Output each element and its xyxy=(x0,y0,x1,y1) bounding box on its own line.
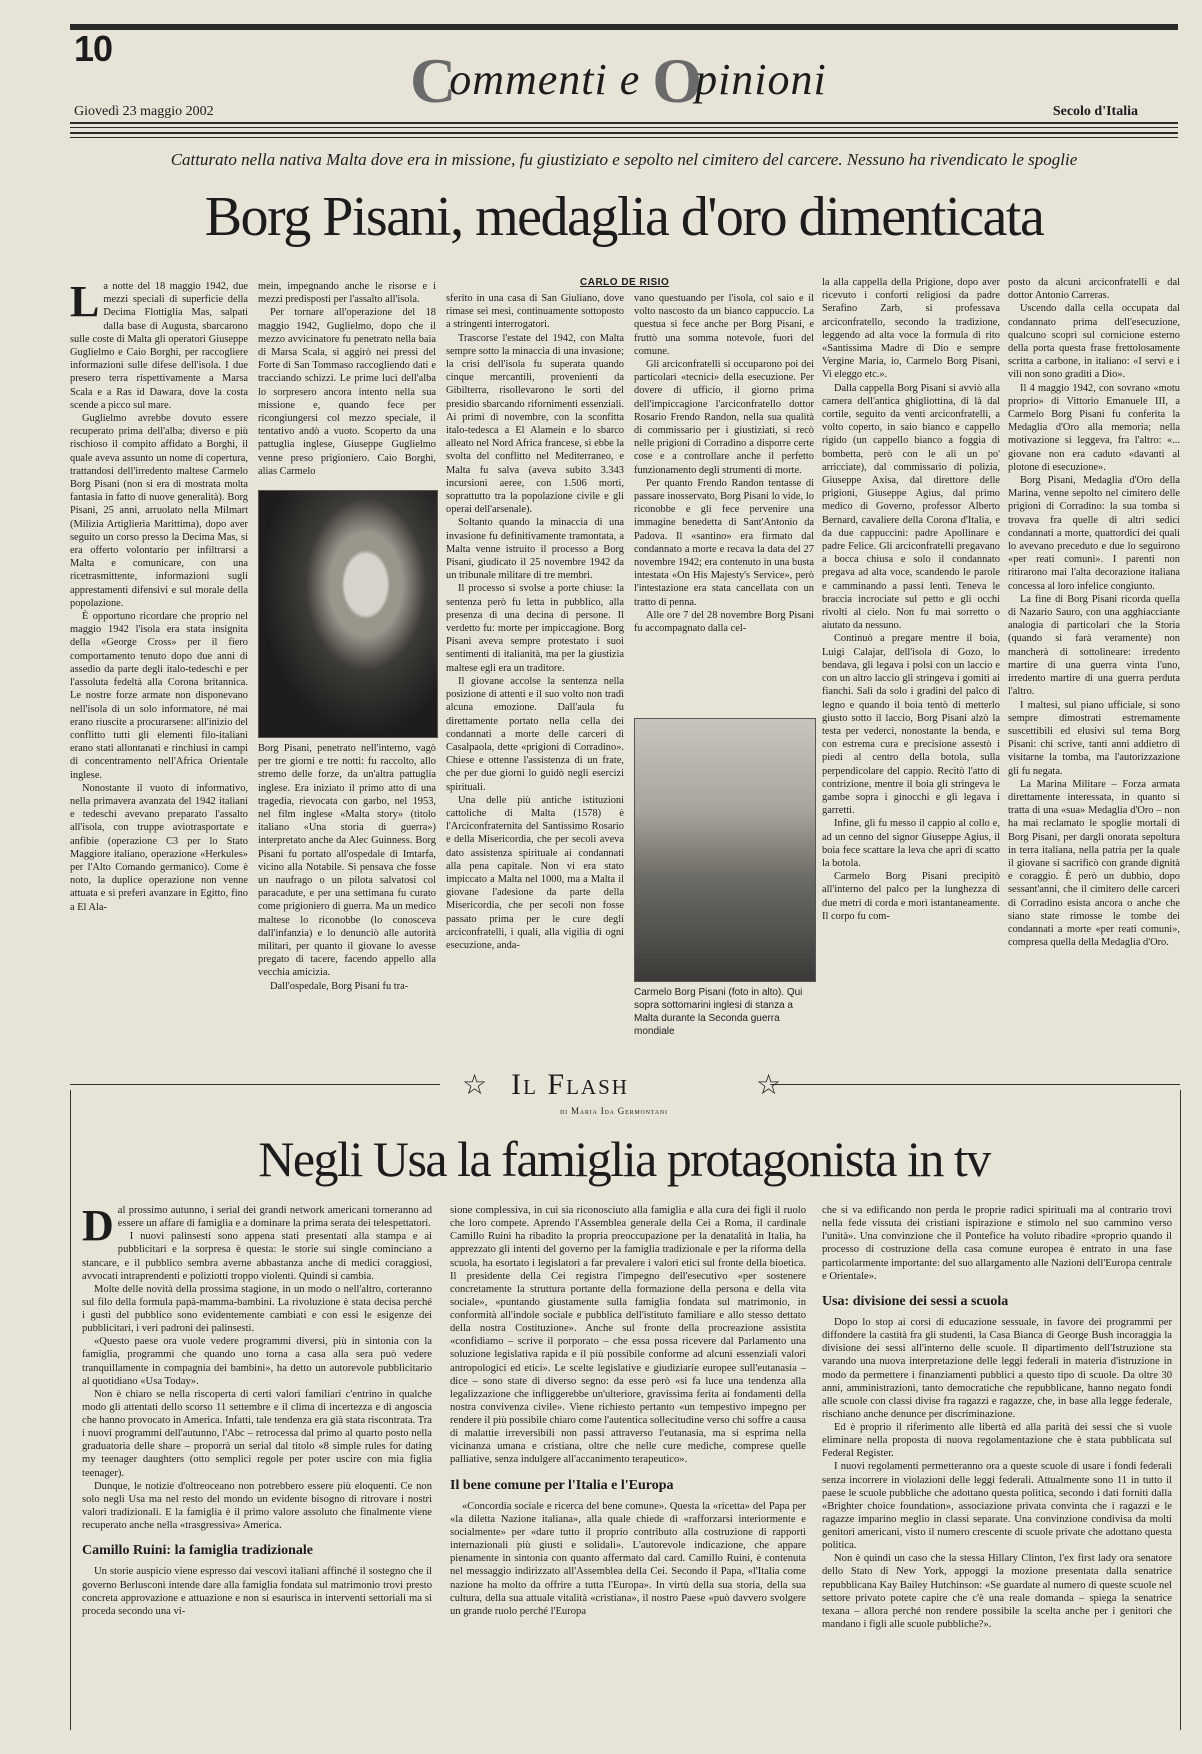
paragraph: Dopo lo stop ai corsi di educazione sessuale, in favore dei programmi per diffondere la castità fra gli studenti, la Casa Bianca di George Bush incoraggia la divisione dei sessi all'interno delle scuole. Il dipartimento dell'Istruzione sta varando una nuova interpretazione delle leggi federali in materia d'istruzione in modo da permettere i finanziamenti pubblici a questo tipo di scuole. Da oltre 30 anni, amministrazioni, tanto democratiche che repubblicane, hanno negato fondi alle scuole con classi divise fra ragazzi e ragazze, che, in base alla legge federale, rischiano anche denunce per discriminazione. xyxy=(822,1317,1172,1420)
paragraph: Ed è proprio il riferimento alle libertà ed alla parità dei sessi che si vuole eliminare nella proposta di nuova regolamentazione che è stata pubblicata sul Federal Register. xyxy=(822,1422,1172,1460)
paragraph: La fine di Borg Pisani ricorda quella di Nazario Sauro, con una agghiacciante analogia di particolari che la Storia (quando si farà veramente) non mancherà di sottolineare: irredento martire di una guerra vinta l'uno, irredento martire di una guerra perduta l'altro. xyxy=(1008,593,1180,698)
drop-cap: L xyxy=(70,280,100,326)
flash-column-1 xyxy=(82,1204,432,1739)
section-title-cap-2: O xyxy=(652,45,704,116)
flash-column-2 xyxy=(450,1204,806,1739)
paragraph: Dal prossimo autunno, i serial dei grandi network americani torneranno ad essere un affare di famiglia e a dominare la prima serata dei telespettatori. xyxy=(82,1204,432,1250)
article-column-1 xyxy=(70,280,248,1070)
article-headline: Borg Pisani, medaglia d'oro dimenticata xyxy=(204,186,1044,248)
paragraph: Nonostante il vuoto di informativo, nella primavera avanzata del 1942 italiani e tedeschi avevano preparato l'assalto all'isola, con truppe aviotrasportate e anfibie (operazione C3 per lo Stato Maggiore italiano, operazione «Herkules» per l'Alto Comando germanico). Come è noto, la duplice operazione non venne attuata e si preferì avanzare in Egitto, fino a El Ala- xyxy=(70,782,248,913)
paragraph: Dalla cappella Borg Pisani si avviò alla camera dell'antica ghigliottina, di là dal cortile, seguito da venti arciconfratelli, a volto coperto, in saio bianco e cappello rigido (un cappello bianco a foggia di bombetta, però con le ali un po' arricciate), dal commissario di polizia, Giuseppe Axisa, dal direttore delle prigioni, Giuseppe Agius, dal primo medico di Governo, professor Alberto Bernard, cavaliere della Corona d'Italia, e da due cappuccini: padre Apollinare e padre Felice. Gli arciconfratelli pregavano a bocca chiusa e solo il condannato pregava ad alta voce, scandendo le parole e camminando a passi lenti. Teneva le braccia incrociate sul petto e gli occhi rivolti al cielo. Non fu mai sorretto o aiutato da nessuno. xyxy=(822,382,1000,632)
issue-date: Giovedì 23 maggio 2002 xyxy=(74,104,214,119)
top-rule xyxy=(70,24,1178,30)
flash-author: di Maria Ida Germontani xyxy=(560,1106,668,1116)
paragraph: posto da alcuni arciconfratelli e dal dottor Antonio Carreras. xyxy=(1008,277,1180,302)
paragraph: Per quanto Frendo Randon tentasse di passare inosservato, Borg Pisani lo vide, lo riconobbe e gli fece pervenire una immagine benedetta di Sant'Antonio da Padova. Il «santino» era firmato dal condannato a morte e recava la data del 27 novembre 1942; era contenuto in una busta intestata «On His Majesty's Service», però l'intestazione era stata cancellata con un tratto di penna. xyxy=(634,477,814,608)
paragraph: Borg Pisani, Medaglia d'Oro della Marina, venne sepolto nel cimitero delle prigioni di Corradino: la sua tomba si trovava fra quelle di altri sedici condannati a morte, quattordici dei quali lo avevano preceduto e due lo seguirono «per reati comuni». I parenti non ritirarono mai l'alta decorazione italiana concessa al loro infelice congiunto. xyxy=(1008,475,1180,592)
paragraph: sferito in una casa di San Giuliano, dove rimase sei mesi, continuamente sottoposto a stringenti interrogatori. xyxy=(446,293,624,331)
paragraph: Infine, gli fu messo il cappio al collo e, ad un cenno del signor Giuseppe Agius, il boia fece scattare la leva che aprì di scatto la botola. xyxy=(822,818,1000,869)
paragraph: La Marina Militare – Forza armata direttamente interessata, in quanto si tratta di una «sua» Medaglia d'Oro – non ha mai reclamato le spoglie mortali di Borg Pisani, per darglì onorata sepoltura in terra italiana, nella patria per la quale il giovane si sacrificò con grande dignità e coraggio. È però un dubbio, dopo sessant'anni, che il cimitero delle carceri di Corradino esista ancora o anche che siano state rimosse le tombe dei condannati a morte «per reati comuni», compresa quella della Medaglia d'Oro. xyxy=(1008,778,1180,949)
portrait-photo xyxy=(258,490,438,738)
paragraph: la alla cappella della Prigione, dopo aver ricevuto i conforti religiosi da padre Serafino Zarb, si professava arciconfratello, secondo la tradizione, leggendo ad alta voce la formula di rito «Santissima Madre di Dio e sempre Vergine Maria, io, Carmelo Borg Pisani, Vi eleggo etc.». xyxy=(822,277,1000,381)
paragraph: Continuò a pregare mentre il boia, Luigi Calajar, dell'isola di Gozo, lo bendava, gli legava i polsi con un laccio e con un altro laccio gli stringeva i gomiti ai fianchi. Salì da solo i gradini del palco di legno e quando il boia tentò di metterlo giusto sotto il laccio, Borg Pisani alzò la testa per vederci, nonostante la benda, e con estrema cura e precisione assestò i piedi al centro della botola, sulla perpendicolare del cappio. Recitò l'atto di contrizione, mentre il boia gli stringeva le gambe sopra i ginocchi e gli legava i garretti. xyxy=(822,633,1000,817)
flash-rule-right xyxy=(770,1084,1180,1085)
submarines-photo xyxy=(634,718,816,982)
flash-title: Il Flash xyxy=(511,1068,629,1101)
paragraph: Una delle più antiche istituzioni cattoliche di Malta (1578) è l'Arciconfraternita del Santissimo Rosario e della Misericordia, che per secoli aveva dato assistenza spirituale ai condannati alla pena capitale. Non vi era stato impiccato a Malta nel 1000, ma a Malta il giovane l'adesione da parte della Misericordia, che per secoli non fosse passato prima per le cure degli arciconfratelli, i quali, alla vigilia di ogni esecuzione, anda- xyxy=(446,794,624,951)
paragraph: Dall'ospedale, Borg Pisani fu tra- xyxy=(270,980,409,992)
drop-cap: D xyxy=(82,1204,114,1250)
photo-caption: Carmelo Borg Pisani (foto in alto). Qui sopra sottomarini inglesi di stanza a Malta durante la Seconda guerra mondiale xyxy=(634,987,803,1037)
article-column-2-top xyxy=(258,280,436,485)
paragraph: La notte del 18 maggio 1942, due mezzi speciali di superficie della Decima Flottiglia Mas, salpati dalla base di Augusta, sbarcarono sulle coste di Malta gli operatori Giuseppe Guglielmo e Caio Borghi, per raccogliere informazioni sulle difese dell'isola. I due presero terra rispettivamente a Marsa Scala e a Ras id Dawara, dove la costa scende a picco sul mare. xyxy=(70,280,248,411)
star-icon: ☆ xyxy=(756,1070,782,1101)
paragraph: «Questo paese ora vuole vedere programmi diversi, più in sintonia con la famiglia, programmi che quando uno torna a casa alla sera può vedere tranquillamente in compagnia dei bambini», ha detto un autorevole pubblicitario al quotidiano «Usa Today». xyxy=(82,1336,432,1387)
paragraph: Guglielmo avrebbe dovuto essere recuperato prima dell'alba; diverso e più rischioso il compito affidato a Borghi, il quale aveva assunto un nome di copertura, trattandosi dell'irredento maltese Carmelo Borg Pisani (non si era di mostrata molta fantasia in fatto di nuove generalità). Borg Pisani, 25 anni, arruolato nella Milmart (Milizia Artiglieria Marittima), dopo aver seguito un corso presso la Decima Mas, si era offerto volontario per infiltrarsi a Malta e comunicare, con una ricetrasmittente, informazioni sugli apprestamenti difensivi e sul morale della popolazione. xyxy=(70,413,248,609)
paragraph: Trascorse l'estate del 1942, con Malta sempre sotto la minaccia di una invasione; la crisi dell'isola fu superata quando cinque mercantili, provenienti da Gibilterra, risollevarono le sorti del presidio sbarcando rifornimenti essenziali. Ai primi di novembre, con la sconfitta italo-tedesca a El Alamein e lo sbarco alleato nel Nord Africa francese, si ebbe la svolta del conflitto nel Mediterraneo, e Malta fu salva (aveva subito 3.343 incursioni aeree, con 1.506 morti, soprattutto tra la popolazione civile e gli operai dell'arsenale). xyxy=(446,332,624,516)
paragraph: Per tornare all'operazione del 18 maggio 1942, Guglielmo, dopo che il mezzo avvicinatore fu penetrato nella baia di Marsa Scala, si aggirò nei pressi del Forte di San Tommaso raccogliendo dati e tracciando schizzi. Le prime luci dell'alba lo sorpresero ancora intento nella sua missione e, quando fece per ricongiungersi col mezzo speciale, il tentativo andò a vuoto. Scoperto da una pattuglia inglese, Giuseppe Guglielmo venne preso prigioniero. Caio Borghi, alias Carmelo xyxy=(258,307,436,477)
paragraph: Il 4 maggio 1942, con sovrano «motu proprio» di Vittorio Emanuele III, a Carmelo Borg Pisani fu conferita la Medaglia d'Oro alla memoria; nella motivazione si leggeva, fra l'altro: «... giovane non era caduto «davanti al plotone di esecuzione». xyxy=(1008,382,1180,473)
byline: CARLO DE RISIO xyxy=(580,277,670,288)
star-icon: ☆ xyxy=(462,1070,488,1101)
article-column-3 xyxy=(446,292,624,1070)
section-title-part-2: pinioni xyxy=(695,55,827,104)
paragraph: Il processo si svolse a porte chiuse: la sentenza però fu letta in pubblico, alla presenza di una decina di persone. Il verdetto fu: morte per impiccagione. Borg Pisani aveva sempre protestato i suoi sentimenti di italianità, ma per la giustizia maltese egli era un traditore. xyxy=(446,583,624,674)
header-rule xyxy=(70,122,1178,128)
flash-border-right xyxy=(1180,1090,1181,1730)
section-title-part-1: ommenti e xyxy=(449,55,653,104)
article-column-5 xyxy=(822,276,1000,1070)
article-column-2-bottom xyxy=(258,742,436,1070)
flash-headline: Negli Usa la famiglia protagonista in tv xyxy=(258,1131,990,1187)
article-column-6 xyxy=(1008,276,1180,1070)
paragraph: Soltanto quando la minaccia di una invasione fu definitivamente tramontata, a Malta venne istruito il processo a Borg Pisani, giudicato il 25 novembre 1942 da un tribunale militare di tre membri. xyxy=(446,517,624,582)
subheading: Usa: divisione dei sessi a scuola xyxy=(822,1293,1009,1309)
paragraph: Gli arciconfratelli si occuparono poi dei particolari «tecnici» della esecuzione. Per dovere di ufficio, il giorno prima dell'impiccagione l'arciconfratello dottor Rosario Frendo Randon, nella sua qualità di commissario per i giustiziati, si recò nelle prigioni di Corradino a disporre certe cose e a controllare anche il perfetto funzionamento degli strumenti di morte. xyxy=(634,359,814,476)
paragraph: Borg Pisani, penetrato nell'interno, vagò per tre giorni e tre notti: fu raccolto, allo stremo delle forze, da un'altra pattuglia inglese. Era iniziato il primo atto di una tragedia, rievocata con garbo, nel 1953, nel film inglese «Malta story» (titolo italiano «Una storia di guerra») interpretato anche da Alec Guinness. Borg Pisani fu portato all'ospedale di Imtarfa, vicino alla Notabile. Si pensava che fosse un naufrago o un pilota salvatosi col paracadute, e per una settimana fu curato come prigioniero di guerra. Ma un medico maltese lo riconobbe (lo conosceva dall'infanzia) e lo denunciò alle autorità militari, per quanto il giovane lo avesse pregato di tacere, facendo appello alla vecchia amicizia. xyxy=(258,743,436,979)
page-number: 10 xyxy=(74,28,113,69)
header-rule-2 xyxy=(70,132,1178,138)
paper-name: Secolo d'Italia xyxy=(1052,104,1138,119)
paragraph: Non è quindi un caso che la stessa Hillary Clinton, l'ex first lady ora senatore dello Stato di New York, appoggi la mozione presentata dalla senatrice repubblicana Kay Bailey Hutchinson: «Se guardate al numero di queste scuole nel settore privato potete capire che c'è una reale domanda – spiega la senatrice texana – allora perché non rendere possibile la scelta anche per i genitori che mandano i figli alle scuole pubbliche?». xyxy=(822,1553,1172,1630)
article-kicker: Catturato nella nativa Malta dove era in missione, fu giustiziato e sepolto nel cimitero del carcere. Nessuno ha rivendicato le spoglie xyxy=(170,150,1078,169)
paragraph: Un storie auspicio viene espresso dai vescovi italiani affinché il sostegno che il governo Berlusconi intende dare alla famiglia fondata sul matrimonio trovi presto concreta approvazione e attuazione e non si esaurisca in interventi settoriali ma si proceda secondo una vi- xyxy=(82,1566,432,1617)
section-title xyxy=(410,44,827,118)
paragraph: sione complessiva, in cui sia riconosciuto alla famiglia e alla cura dei figli il ruolo che loro compete. Aprendo l'Assemblea generale della Cei a Roma, il cardinale Camillo Ruini ha ribadito la propria preoccupazione per la denatalità in Italia, ha apprezzato gli intenti del governo per la famiglia tradizionale e per la riforma della scuola, ha esortato i legislatori a far prevalere i valori etici sul fronte della bioetica. Il presidente della Cei registra l'impegno dell'esecutivo «per sostenere concretamente la struttura portante della formazione della persona e della vita sociale», «puntando giustamente sulla famiglia fondata sul matrimonio, in conformità all'indole sociale e pubblica dell'istituto familiare e allo stesso dettato della nostra Costituzione». Anche sul fronte della procreazione assistita «confidiamo – scrive il porporato – che essa possa ricevere dal Parlamento una soluzione legislativa rapida e il più possibile conforme ad alcuni essenziali valori antropologici ed etici». Le scelte legislative e giudiziarie europee sull'eutanasia – dice – sono state di diverso segno: da esse però «si fa luce una tendenza alla legalizzazione che infliggerebbe un'ulteriore, gravissima ferita ai fondamenti della nostra convivenza civile». Viene richiesto pertanto «un tempestivo impegno per rendere il più possibile chiaro come l'autentica sollecitudine verso chi soffre a causa di malattie irreversibili non passi attraverso l'eutanasia, ma si esprima nella vicinanza umana e cristiana, oltre che nelle cure mediche, comprese quelle palliative, senza indulgere all'accanimento terapeutico». xyxy=(450,1205,806,1466)
paragraph: Uscendo dalla cella occupata dal condannato prima dell'esecuzione, qualcuno scoprì sul cornicione esterno della porta questa frase frettolosamente scritta a carbone, in italiano: «I servi e i vili non sono graditi a Dio». xyxy=(1008,303,1180,381)
section-title-cap-1: C xyxy=(410,45,458,116)
paragraph: Molte delle novità della prossima stagione, in un modo o nell'altro, corteranno sul filo della formula papà-mamma-bambini. La rivoluzione è stata decisa perché i gusti del pubblico sono evidentemente cambiati e con essi le esigenze dei pubblicitari, i veri padroni dei palinsesti. xyxy=(82,1283,432,1335)
paragraph: che si va edificando non perda le proprie radici spirituali ma al contrario trovi nella fede vissuta dei cristiani ispirazione e stimolo nel suo cammino verso l'unità». Una convinzione che il Pontefice ha voluto ribadire «proprio quando il processo di costruzione della casa comune europea è entrato in una fase particolarmente importante: del suo allargamento alle Nazioni dell'Europa centrale e Orientale». xyxy=(822,1205,1172,1282)
paragraph: Non è chiaro se nella riscoperta di certi valori familiari c'entrino in qualche modo gli attentati dello scorso 11 settembre e il clima di incertezza e di angoscia che hanno provocato in America. Infatti, tale tendenza era già stata riscontrata. Tra i nuovi programmi dell'autunno, l'Abc – retrocessa dal primo al quarto posto nella graduatoria delle share – proporrà un serial dal titolo «8 simple rules for dating my teenager daughters (otto semplici regole per poter uscire con mia figlia teenager). xyxy=(82,1388,432,1479)
paragraph: Il giovane accolse la sentenza nella posizione di attenti e il suo volto non tradì alcuna emozione. Dall'aula fu direttamente portato nella cella dei condannati a morte delle carceri di Casalpaola, dette «prigioni di Corradino». Chiese e ottenne l'assistenza di un frate, che per due giorni lo guidò negli esercizi spirituali. xyxy=(446,675,624,793)
paragraph: mein, impegnando anche le risorse e i mezzi predisposti per l'assalto all'isola. xyxy=(258,281,436,306)
subheading: Camillo Ruini: la famiglia tradizionale xyxy=(82,1543,313,1559)
paragraph: «Concordia sociale e ricerca del bene comune». Questa la «ricetta» del Papa per «la diletta Nazione italiana», alla quale chiede di «rafforzarsi interiormente e socialmente» per «dare tutto il proprio contributo alla costruzione di rapporti internazionali più giusti e solidali». L'autorevole indicazione, che appare pienamente in sintonia con quanto affermato dal card. Camillo Ruini, è contenuta nel messaggio indirizzato all'Assemblea della Cei. Secondo il Papa, «l'Italia come nazione ha molto da offrire a tutta l'Europa». In virtù della sua storia, della sua cultura, della sua attuale vitalità «cristiana», il nostro Paese «può davvero svolgere un grande ruolo perché l'Europa xyxy=(450,1500,806,1617)
flash-rule-left xyxy=(70,1084,440,1085)
paragraph: Alle ore 7 del 28 novembre Borg Pisani fu accompagnato dalla cel- xyxy=(634,609,814,635)
paragraph: vano questuando per l'isola, col saio e il volto nascosto da un bianco cappuccio. La questua si fece anche per Borg Pisani, e fruttò una somma notevole, fuori del comune. xyxy=(634,293,814,357)
paragraph: I nuovi regolamenti permetteranno ora a queste scuole di usare i fondi federali senza incorrere in violazioni delle leggi federali. Attualmente sono 11 in tutto il paese le scuole pubbliche che adottano questa politica, secondo i dati forniti dalla «Brighter choice foundation», associazione privata convinta che i ragazzi e le ragazze imparino meglio in classi separate. Una convinzione condivisa da molti genitori americani, visto il numero crescente di scuole private che adottano questa politica. xyxy=(822,1461,1172,1552)
paragraph: I nuovi palinsesti sono appena stati presentati alla stampa e ai pubblicitari e la sorpresa è questa: le storie sui single cominciano a stancare, e il pubblico sembra averne abbastanza anche di medici coraggiosi, avvocati intraprendenti e poliziotti troppo violenti. Quindi si cambia. xyxy=(82,1231,432,1282)
paragraph: Carmelo Borg Pisani precipitò all'interno del palco per la lunghezza di due metri di corda e morì istantaneamente. Il corpo fu com- xyxy=(822,871,1000,922)
subheading: Il bene comune per l'Italia e l'Europa xyxy=(450,1477,674,1493)
paragraph: I maltesi, sul piano ufficiale, si sono sempre dimostrati estremamente suscettibili ed elusivi sul tema Borg Pisani: chi scrive, tanti anni addietro di visitarne la tomba, ma l'autorizzazione gli fu negata. xyxy=(1008,699,1180,777)
flash-column-3 xyxy=(822,1204,1172,1739)
paragraph: Dunque, le notizie d'oltreoceano non potrebbero essere più eloquenti. Ce non solo negli Usa ma nel resto del mondo un evidente bisogno di ritrovare i nostri valori tradizionali. E la famiglia è il primo valore assoluto che finalmente viene recuperato anche nella «trasgressiva» America. xyxy=(82,1480,432,1531)
article-column-4 xyxy=(634,292,814,712)
paragraph: È opportuno ricordare che proprio nel maggio 1942 l'isola era stata insignita della «George Cross» per il fiero comportamento tenuto dopo due anni di assedio da parte degli italo-tedeschi e per l'assoluta fedeltà alla Corona britannica. Le nostre forze armate non disponevano nell'isola di un solo informatore, né mai erano riuscite a procurarsene: all'inizio del conflitto tutti gli elementi filo-italiani erano stati allontanati e rinchiusi in campi di concentramento nell'Africa Orientale inglese. xyxy=(70,611,248,781)
